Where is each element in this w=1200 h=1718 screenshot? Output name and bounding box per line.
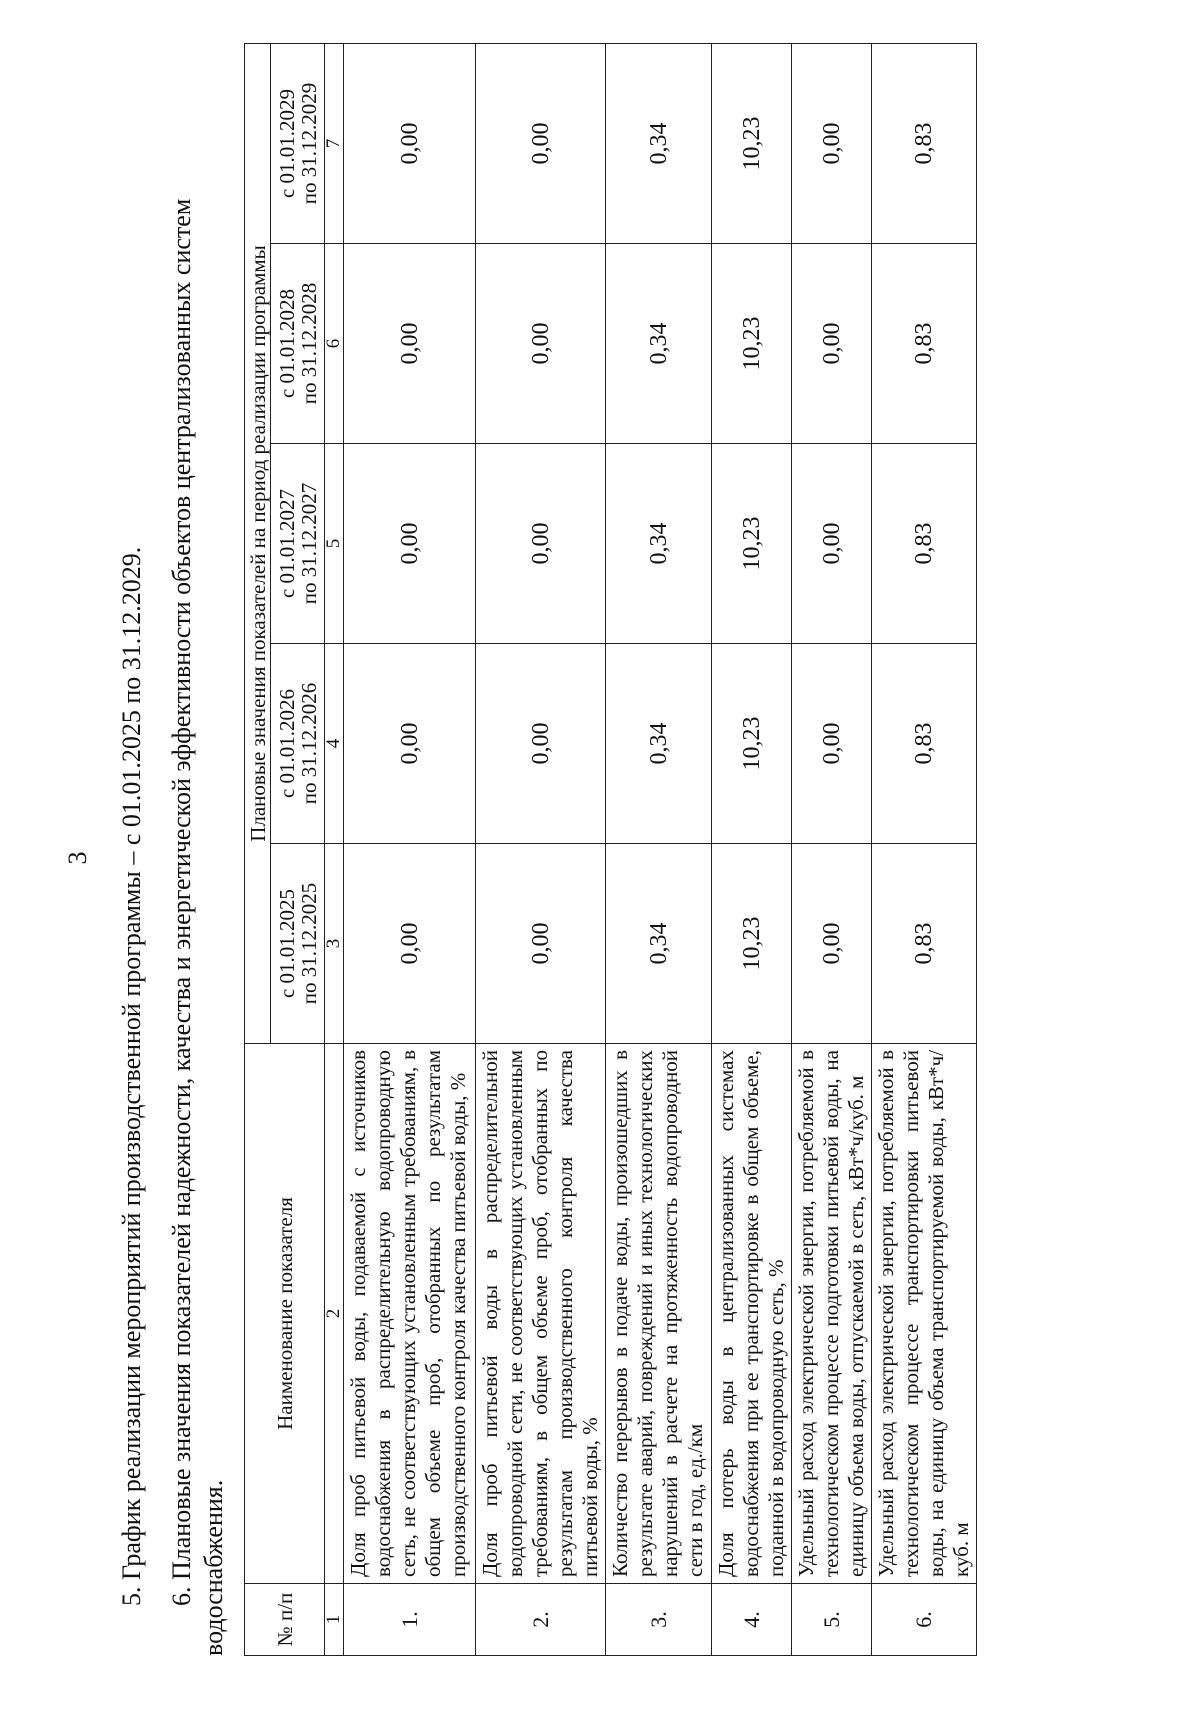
value-cell: 0,83 xyxy=(872,244,977,444)
section-6-heading: 6. Плановые значения показателей надежности, качества и энергетической эффективности объектов централизованных систем xyxy=(167,198,196,1606)
column-number: 6 xyxy=(325,244,344,444)
value-cell: 0,00 xyxy=(344,244,476,444)
column-number: 3 xyxy=(325,844,344,1044)
value-cell: 0,83 xyxy=(872,43,977,243)
header-indicator-name: Наименование показателя xyxy=(245,1044,325,1584)
table-row xyxy=(344,43,476,1655)
value-cell: 0,00 xyxy=(792,844,872,1044)
value-cell: 0,83 xyxy=(872,844,977,1044)
value-cell: 0,00 xyxy=(344,644,476,844)
section-6-heading-continued: водоснабжения. xyxy=(199,1479,228,1656)
table-row xyxy=(712,43,792,1655)
value-cell: 0,34 xyxy=(606,43,712,243)
value-cell: 0,00 xyxy=(476,844,606,1044)
indicator-name: Удельный расход электрической энергии, потребляемой в технологическом процессе подготовки питьевой воды, на единицу объема воды, отпускаемой в сеть, кВт*ч/куб. м xyxy=(792,1044,872,1584)
header-period-2026: с 01.01.2026 по 31.12.2026 xyxy=(271,644,325,844)
row-number: 4. xyxy=(712,1584,792,1656)
value-cell: 0,00 xyxy=(476,644,606,844)
value-cell: 0,00 xyxy=(344,444,476,644)
value-cell: 0,00 xyxy=(792,444,872,644)
value-cell: 0,34 xyxy=(606,644,712,844)
table-row xyxy=(792,43,872,1655)
value-cell: 0,00 xyxy=(476,244,606,444)
column-number: 2 xyxy=(325,1044,344,1584)
value-cell: 10,23 xyxy=(712,43,792,243)
indicator-name: Удельный расход электрической энергии, потребляемой в технологическом процессе транспортировки питьевой воды, на единицу объема транспортируемой воды, кВт*ч/куб. м xyxy=(872,1044,977,1584)
header-period-2025: с 01.01.2025 по 31.12.2025 xyxy=(271,844,325,1044)
value-cell: 0,83 xyxy=(872,644,977,844)
row-number: 5. xyxy=(792,1584,872,1656)
indicator-name: Доля потерь воды в централизованных системах водоснабжения при ее транспортировке в общем объеме, поданной в водопроводную сеть, % xyxy=(712,1044,792,1584)
header-planned-values: Плановые значения показателей на период реализации программы xyxy=(245,43,271,1043)
value-cell: 0,34 xyxy=(606,444,712,644)
column-number: 4 xyxy=(325,644,344,844)
indicators-table xyxy=(244,43,977,1656)
header-period-2028: с 01.01.2028 по 31.12.2028 xyxy=(271,244,325,444)
value-cell: 10,23 xyxy=(712,444,792,644)
row-number: 3. xyxy=(606,1584,712,1656)
value-cell: 0,00 xyxy=(476,444,606,644)
value-cell: 10,23 xyxy=(712,844,792,1044)
value-cell: 0,00 xyxy=(476,43,606,243)
column-number: 7 xyxy=(325,43,344,243)
value-cell: 0,00 xyxy=(792,43,872,243)
header-period-2029: с 01.01.2029 по 31.12.2029 xyxy=(271,43,325,243)
row-number: 6. xyxy=(872,1584,977,1656)
value-cell: 0,00 xyxy=(344,43,476,243)
value-cell: 0,00 xyxy=(792,244,872,444)
value-cell: 0,00 xyxy=(344,844,476,1044)
indicator-name: Количество перерывов в подаче воды, произошедших в результате аварий, повреждений и иных технологических нарушений в расчете на протяженность водопроводной сети в год, ед./км xyxy=(606,1044,712,1584)
header-number: № п/п xyxy=(245,1584,325,1656)
section-5-heading: 5. График реализации мероприятий производственной программы – с 01.01.2025 по 31.12.2029. xyxy=(117,546,146,1606)
value-cell: 0,00 xyxy=(792,644,872,844)
page-number: 3 xyxy=(63,851,92,865)
row-number: 2. xyxy=(476,1584,606,1656)
value-cell: 0,34 xyxy=(606,244,712,444)
value-cell: 10,23 xyxy=(712,644,792,844)
column-number: 1 xyxy=(325,1584,344,1656)
indicator-name: Доля проб питьевой воды в распределительной водопроводной сети, не соответствующих установленным требованиям, в общем объеме проб, отобранных по результатам производственного контроля качества питьевой воды, % xyxy=(476,1044,606,1584)
value-cell: 0,83 xyxy=(872,444,977,644)
value-cell: 10,23 xyxy=(712,244,792,444)
column-number: 5 xyxy=(325,444,344,644)
table-row xyxy=(476,43,606,1655)
row-number: 1. xyxy=(344,1584,476,1656)
table-row xyxy=(872,43,977,1655)
value-cell: 0,34 xyxy=(606,844,712,1044)
column-numbers-row xyxy=(325,43,344,1655)
indicator-name: Доля проб питьевой воды, подаваемой с источников водоснабжения в распределительную водопроводную сеть, не соответствующих установленным требованиям, в общем объеме проб, отобранных по результатам производственного контроля качества питьевой воды, % xyxy=(344,1044,476,1584)
header-period-2027: с 01.01.2027 по 31.12.2027 xyxy=(271,444,325,644)
table-row xyxy=(606,43,712,1655)
